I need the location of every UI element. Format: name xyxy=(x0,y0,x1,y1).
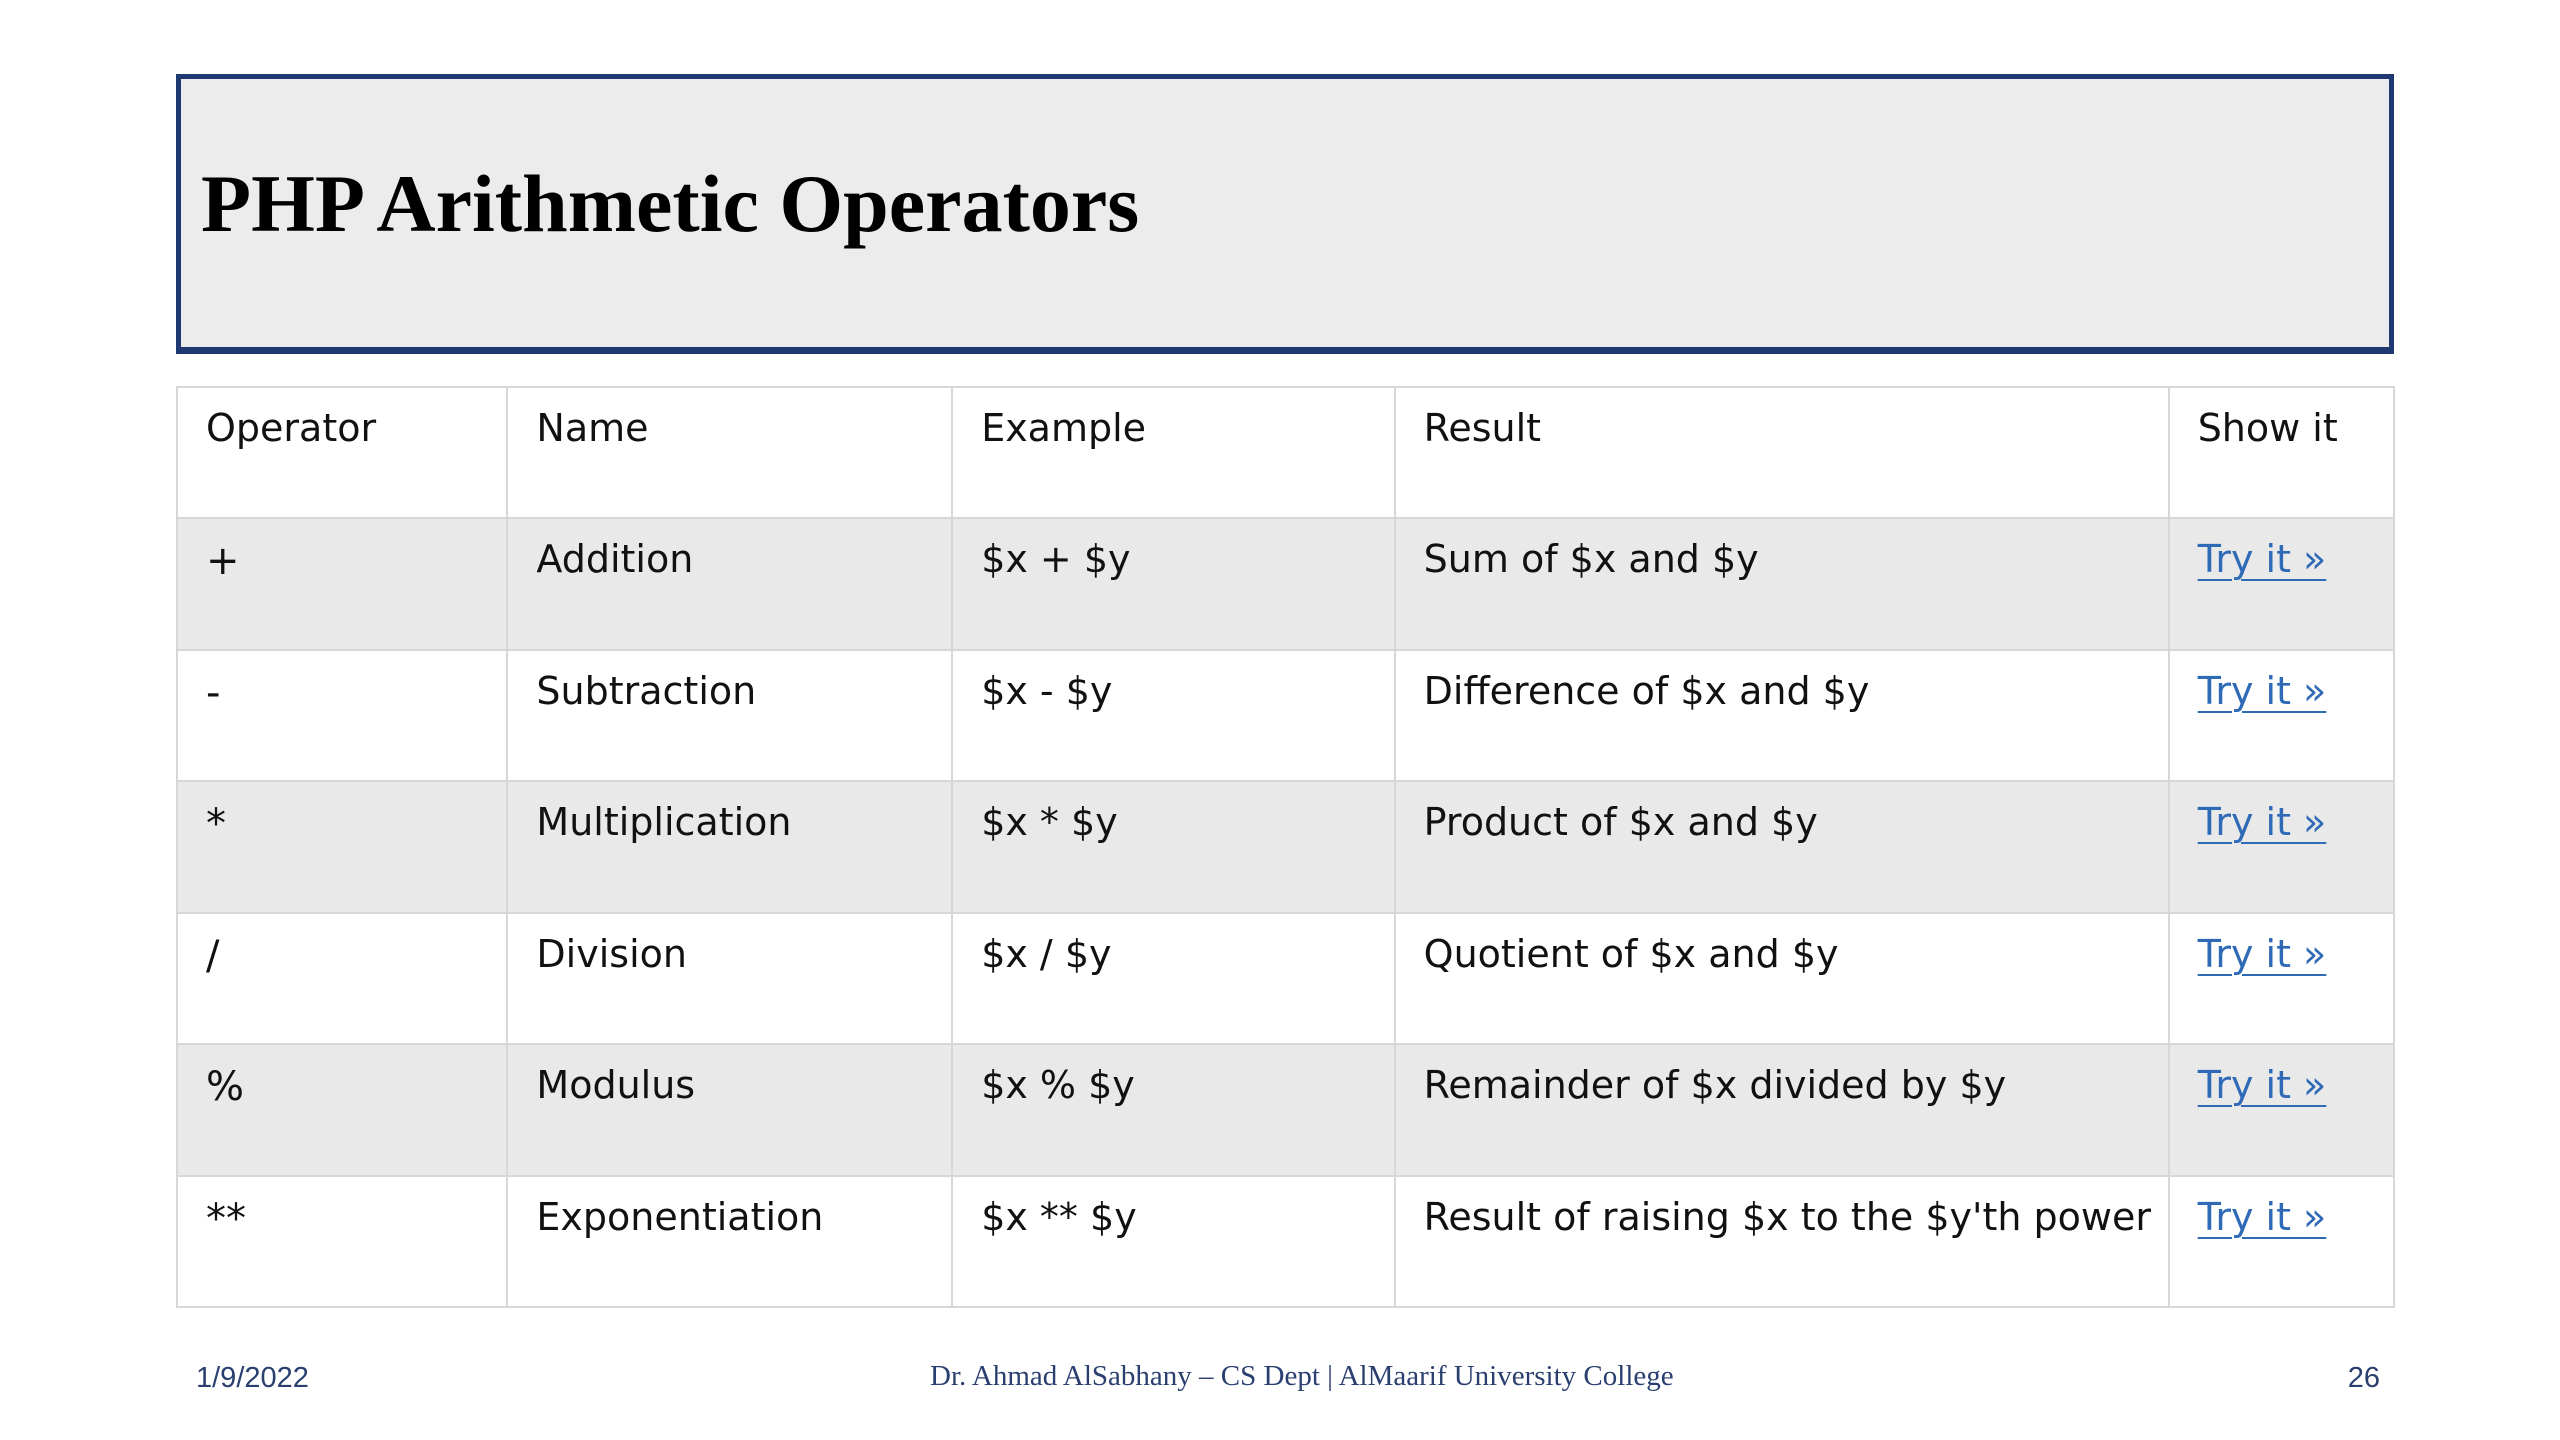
operator-name: Modulus xyxy=(536,1063,696,1107)
operator-symbol: * xyxy=(206,801,226,847)
operator-result: Result of raising $x to the $y'th power xyxy=(1423,1194,2151,1239)
result-cell xyxy=(1395,650,2169,782)
example-cell xyxy=(952,518,1394,650)
show-cell xyxy=(2169,913,2394,1045)
operator-cell xyxy=(177,781,507,913)
example-cell xyxy=(952,1176,1394,1308)
footer-page-number: 26 xyxy=(2347,1362,2380,1394)
operator-name: Multiplication xyxy=(536,800,792,844)
example-cell xyxy=(952,1044,1394,1176)
table-row xyxy=(177,650,2394,782)
header-name xyxy=(507,387,952,518)
operator-name: Addition xyxy=(536,537,694,581)
operator-cell xyxy=(177,1176,507,1308)
footer-date: 1/9/2022 xyxy=(196,1362,309,1394)
show-cell xyxy=(2169,1176,2394,1308)
table-row xyxy=(177,518,2394,650)
try-it-link-addition[interactable]: Try it » xyxy=(2197,537,2327,581)
example-cell xyxy=(952,650,1394,782)
slide-title: PHP Arithmetic Operators xyxy=(201,158,1140,249)
name-cell xyxy=(507,650,952,782)
operator-symbol: ** xyxy=(206,1195,246,1242)
show-cell xyxy=(2169,781,2394,913)
operator-symbol: % xyxy=(206,1064,245,1110)
table-row xyxy=(177,1044,2394,1176)
operator-example: $x % $y xyxy=(981,1063,1135,1107)
operator-example: $x - $y xyxy=(981,668,1113,713)
operator-cell xyxy=(177,518,507,650)
operator-result: Remainder of $x divided by $y xyxy=(1423,1063,2007,1107)
result-cell xyxy=(1395,518,2169,650)
table-row xyxy=(177,781,2394,913)
operator-symbol: - xyxy=(206,669,221,716)
operator-result: Difference of $x and $y xyxy=(1423,668,1870,713)
header-result-label: Result xyxy=(1423,406,1542,450)
header-operator-label: Operator xyxy=(206,406,377,450)
header-example-label: Example xyxy=(981,406,1147,450)
operator-cell xyxy=(177,913,507,1045)
operator-result: Quotient of $x and $y xyxy=(1423,931,1839,976)
result-cell xyxy=(1395,1176,2169,1308)
show-cell xyxy=(2169,650,2394,782)
try-it-link-division[interactable]: Try it » xyxy=(2197,931,2327,976)
operator-symbol: + xyxy=(206,538,240,584)
example-cell xyxy=(952,913,1394,1045)
header-show-it-label: Show it xyxy=(2197,406,2338,450)
result-cell xyxy=(1395,781,2169,913)
name-cell xyxy=(507,913,952,1045)
name-cell xyxy=(507,781,952,913)
operator-example: $x + $y xyxy=(981,537,1131,581)
result-cell xyxy=(1395,913,2169,1045)
operator-cell xyxy=(177,650,507,782)
operator-example: $x / $y xyxy=(981,931,1112,976)
header-name-label: Name xyxy=(536,406,649,450)
operator-cell xyxy=(177,1044,507,1176)
header-result xyxy=(1395,387,2169,518)
operators-table-container xyxy=(176,386,2395,1306)
name-cell xyxy=(507,1176,952,1308)
try-it-link-subtraction[interactable]: Try it » xyxy=(2197,668,2327,713)
operator-example: $x * $y xyxy=(981,800,1118,844)
operator-result: Sum of $x and $y xyxy=(1423,537,1759,581)
table-row xyxy=(177,913,2394,1045)
table-header-row xyxy=(177,387,2394,518)
operators-table xyxy=(176,386,2395,1308)
name-cell xyxy=(507,518,952,650)
show-cell xyxy=(2169,1044,2394,1176)
operator-symbol: / xyxy=(206,932,220,979)
title-box xyxy=(176,74,2394,354)
operator-result: Product of $x and $y xyxy=(1423,800,1818,844)
name-cell xyxy=(507,1044,952,1176)
try-it-link-modulus[interactable]: Try it » xyxy=(2197,1063,2327,1107)
table-row xyxy=(177,1176,2394,1308)
operator-name: Subtraction xyxy=(536,668,757,713)
operator-example: $x ** $y xyxy=(981,1194,1137,1239)
try-it-link-exponentiation[interactable]: Try it » xyxy=(2197,1194,2327,1239)
footer-author: Dr. Ahmad AlSabhany – CS Dept | AlMaarif University College xyxy=(930,1360,1674,1392)
header-operator xyxy=(177,387,507,518)
show-cell xyxy=(2169,518,2394,650)
operator-name: Division xyxy=(536,931,687,976)
example-cell xyxy=(952,781,1394,913)
operator-name: Exponentiation xyxy=(536,1194,824,1239)
header-example xyxy=(952,387,1394,518)
try-it-link-multiplication[interactable]: Try it » xyxy=(2197,800,2327,844)
header-show-it xyxy=(2169,387,2394,518)
result-cell xyxy=(1395,1044,2169,1176)
